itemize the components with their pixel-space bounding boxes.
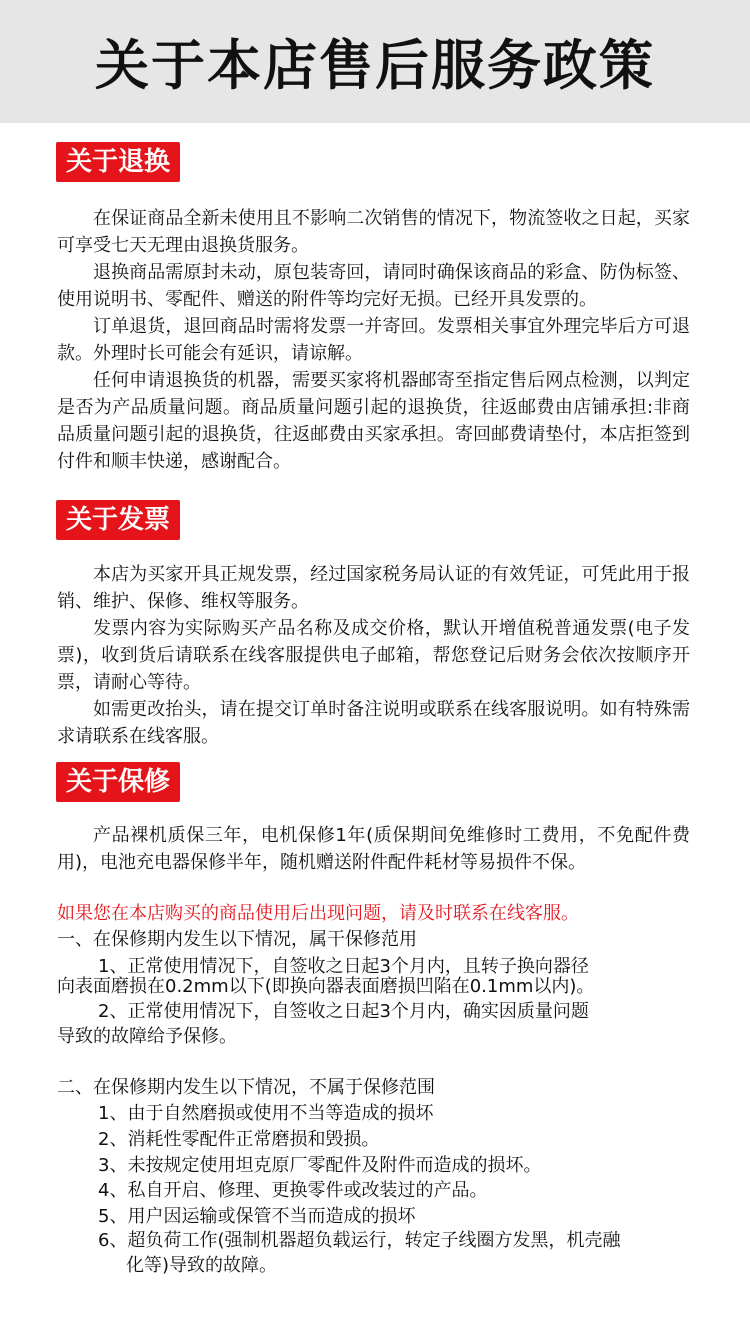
section-heading-warranty: 关于保修 [56, 762, 180, 802]
warranty-notice: 如果您在本店购买的商品使用后出现问题，请及时联系在线客服。 [57, 903, 579, 924]
returns-body [57, 205, 690, 475]
page-title: 关于本店售后服务政策 [95, 34, 655, 97]
excluded-line: 3、未按规定使用坦克原厂零配件及附件而造成的损坏。 [98, 1155, 542, 1176]
covered-line: 导致的故障给予保修。 [57, 1026, 237, 1047]
returns-paragraph: 任何申请退换货的机器，需要买家将机器邮寄至指定售后网点检测，以判定是否为产品质量问题。商品质量问题引起的退换货，往返邮费由店铺承担:非商品质量问题引起的退换货，往返邮费由买家承担。寄回邮费请垫付，本店拒签到付件和顺丰快递，感谢配合。 [57, 370, 690, 472]
excluded-line: 6、超负荷工作(强制机器超负载运行，转定子线圈方发黑，机壳融 [98, 1230, 621, 1251]
returns-paragraph: 在保证商品全新未使用且不影响二次销售的情况下，物流签收之日起，买家可享受七天无理由退换货服务。 [57, 208, 690, 256]
excluded-line: 2、消耗性零配件正常磨损和毁损。 [98, 1129, 380, 1150]
invoice-body [57, 561, 690, 750]
excluded-title: 二、在保修期内发生以下情况，不属于保修范围 [57, 1077, 435, 1098]
invoice-paragraph: 发票内容为实际购买产品名称及成交价格，默认开增值税普通发票(电子发票)，收到货后请联系在线客服提供电子邮箱，帮您登记后财务会依次按顺序开票，请耐心等待。 [57, 618, 690, 693]
covered-line: 向表面磨损在0.2mm以下(即换向器表面磨损凹陷在0.1mm以内)。 [57, 976, 595, 997]
covered-title: 一、在保修期内发生以下情况，属干保修范用 [57, 929, 417, 950]
returns-paragraph: 订单退货，退回商品时需将发票一并寄回。发票相关事宜外理完毕后方可退款。外理时长可能会有延识，请谅解。 [57, 316, 690, 364]
excluded-line: 4、私自开启、修理、更换零件或改装过的产品。 [98, 1180, 488, 1201]
page-header [0, 0, 750, 123]
covered-line: 2、正常使用情况下，自签收之日起3个月内，确实因质量问题 [98, 1001, 589, 1022]
warranty-body [57, 822, 690, 876]
excluded-line: 5、用户因运输或保管不当而造成的损坏 [98, 1206, 416, 1227]
excluded-line: 化等)导致的故障。 [126, 1255, 278, 1276]
returns-paragraph: 退换商品需原封未动，原包装寄回，请同时确保该商品的彩盒、防伪标签、使用说明书、零配件、赠送的附件等均完好无损。已经开具发票的。 [57, 262, 690, 310]
section-heading-invoice: 关于发票 [56, 500, 180, 540]
excluded-line: 1、由于自然磨损或使用不当等造成的损坏 [98, 1103, 434, 1124]
warranty-paragraph: 产品裸机质保三年，电机保修1年(质保期间免维修时工费用，不免配件费用)，电池充电器保修半年，随机赠送附件配件耗材等易损件不保。 [57, 825, 690, 873]
covered-line: 1、正常使用情况下，自签收之日起3个月内，且转子换向器径 [98, 956, 589, 977]
section-heading-returns: 关于退换 [56, 142, 180, 182]
invoice-paragraph: 如需更改抬头，请在提交订单时备注说明或联系在线客服说明。如有特殊需求请联系在线客服。 [57, 699, 690, 747]
invoice-paragraph: 本店为买家开具正规发票，经过国家税务局认证的有效凭证，可凭此用于报销、维护、保修、维权等服务。 [57, 564, 690, 612]
